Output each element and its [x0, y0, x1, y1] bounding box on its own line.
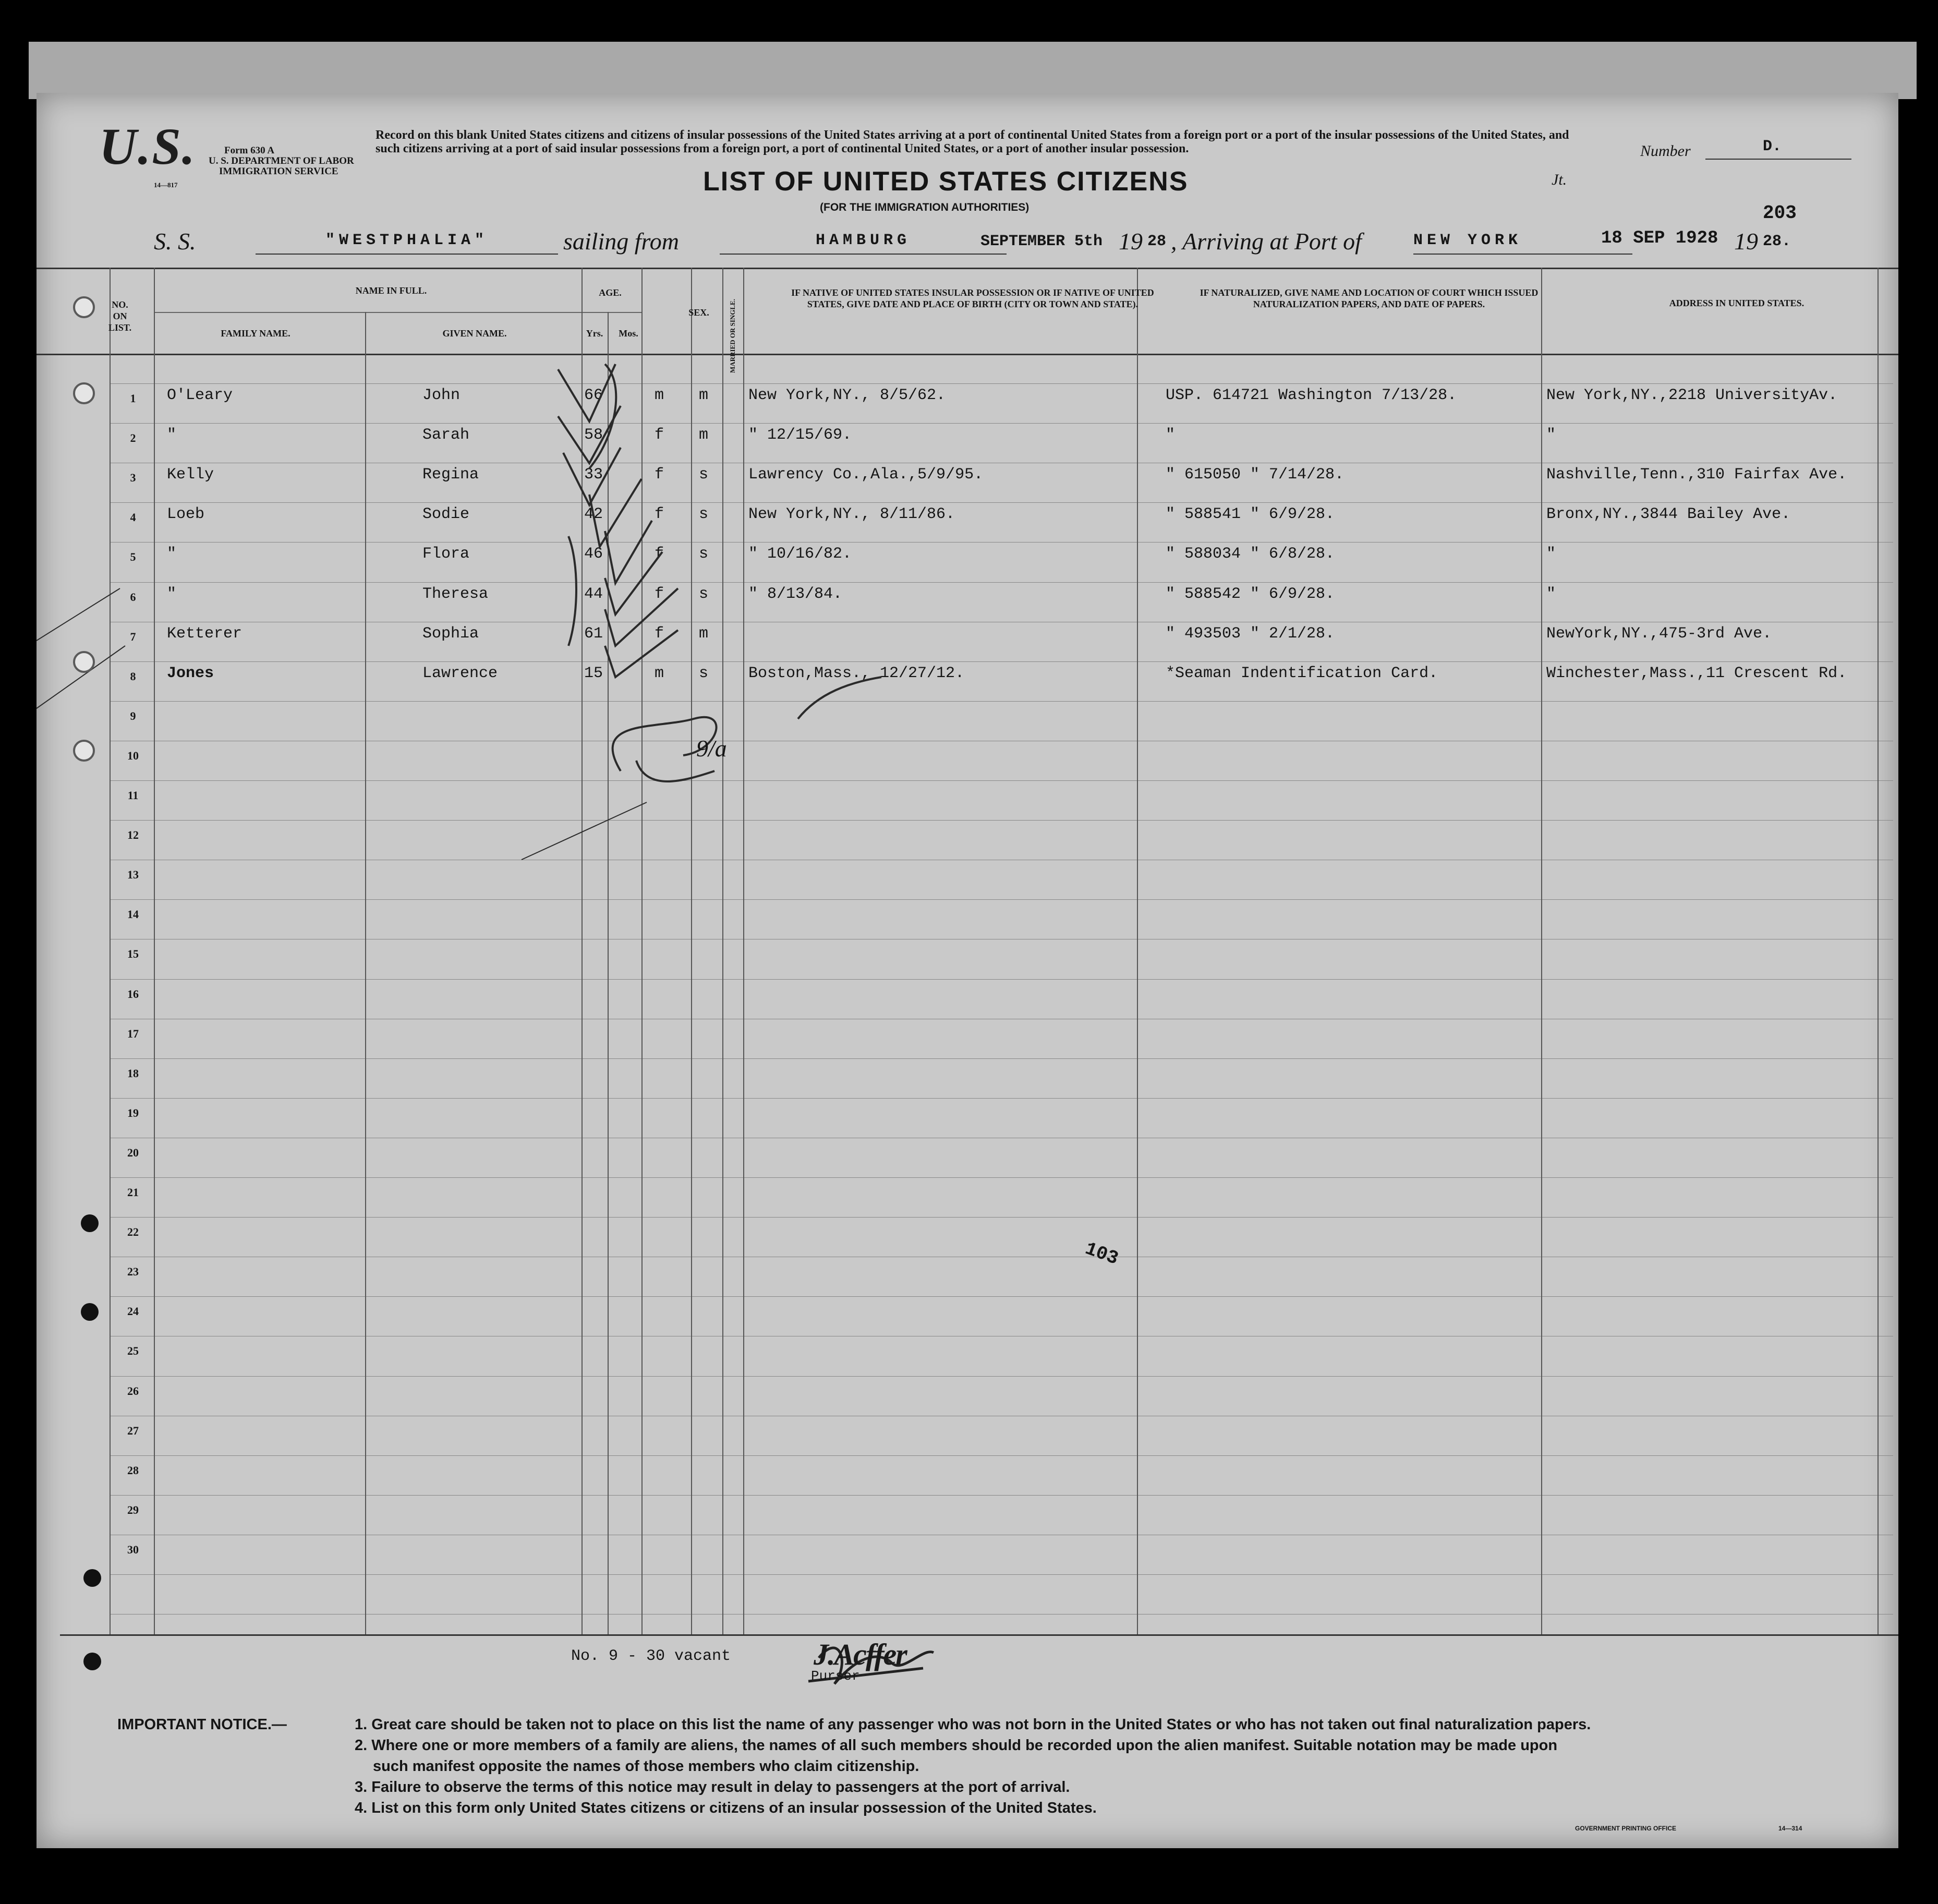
header-address: ADDRESS IN UNITED STATES.: [1669, 298, 1804, 308]
service-label: IMMIGRATION SERVICE: [219, 166, 338, 177]
header-family-name: FAMILY NAME.: [221, 328, 290, 339]
handwritten-stamp: U.S.: [99, 117, 196, 175]
given-name-cell: Sophia: [422, 624, 479, 643]
birth-cell: " 12/15/69.: [748, 426, 852, 444]
marital-status-cell: m: [699, 426, 709, 444]
row-number: 20: [127, 1146, 139, 1159]
header-no-on-list: NO. ON LIST.: [108, 299, 132, 333]
row-number: 25: [127, 1344, 139, 1358]
family-name-cell: Ketterer: [167, 624, 243, 643]
sex-cell: m: [655, 387, 664, 404]
header-naturalized: IF NATURALIZED, GIVE NAME AND LOCATION OF COURT WHICH ISSUED NATURALIZATION PAPERS, AND DATE OF PAPERS.: [1200, 287, 1539, 309]
age-cell: 58: [584, 426, 603, 444]
sailing-from: HAMBURG: [720, 232, 1007, 255]
punch-hole: [73, 740, 95, 762]
address-cell: Nashville,Tenn.,310 Fairfax Ave.: [1546, 466, 1847, 484]
sailing-label: sailing from: [563, 228, 679, 255]
row-number: 21: [127, 1186, 139, 1199]
sailing-year-prefix: 19: [1119, 228, 1143, 255]
purser-signature: J.Acffer: [814, 1637, 906, 1671]
sheet-top-edge: [29, 42, 1917, 99]
marital-status-cell: m: [699, 624, 709, 643]
notice-item: 2. Where one or more members of a family are aliens, the names of all such members should be recorded upon the alien manifest. Suitable notation may be made upon: [355, 1737, 1558, 1754]
row-number: 17: [127, 1027, 139, 1040]
family-name-cell: Loeb: [167, 505, 205, 524]
page-title: LIST OF UNITED STATES CITIZENS: [703, 166, 1189, 197]
arrival-year-prefix: 19: [1734, 228, 1758, 255]
row-number: 14: [127, 908, 139, 921]
header-yrs: Yrs.: [586, 328, 603, 339]
naturalization-cell: USP. 614721 Washington 7/13/28.: [1166, 387, 1457, 404]
row-number: 19: [127, 1106, 139, 1119]
naturalization-cell: " 588542 " 6/9/28.: [1166, 585, 1335, 603]
notice-item: 1. Great care should be taken not to place on this list the name of any passenger who was not born in the United States or who has not taken out final naturalization papers.: [355, 1716, 1591, 1733]
age-cell: 15: [584, 664, 603, 682]
notice-title: IMPORTANT NOTICE.—: [117, 1716, 287, 1733]
printer-label: GOVERNMENT PRINTING OFFICE: [1575, 1825, 1677, 1832]
row-number: 15: [127, 947, 139, 961]
sex-cell: f: [655, 466, 664, 484]
given-name-cell: Sodie: [422, 505, 470, 524]
age-cell: 33: [584, 466, 603, 484]
punch-hole: [73, 651, 95, 673]
row-number: 2: [130, 431, 136, 445]
purser-label: Purser: [811, 1668, 860, 1684]
printer-code: 14—314: [1778, 1825, 1802, 1832]
vacant-note: No. 9 - 30 vacant: [571, 1647, 731, 1665]
instruction-text: Record on this blank United States citizens and citizens of insular possessions of the United States arriving at a port of continental United States from a foreign port or a port of the insular possessions of the United States, and such citizens arriving at a port of said insular possessions from a foreign port, a port of continental United States, or a port of another insular possession.: [376, 128, 1569, 155]
number-field: D.: [1705, 138, 1851, 160]
age-cell: 44: [584, 585, 603, 603]
address-cell: ": [1546, 545, 1556, 563]
marital-status-cell: s: [699, 505, 709, 524]
header-age: AGE.: [599, 287, 622, 298]
row-number: 7: [130, 630, 136, 643]
age-cell: 61: [584, 624, 603, 643]
sex-cell: f: [655, 624, 664, 643]
sex-cell: f: [655, 505, 664, 524]
punch-hole: [81, 1214, 99, 1232]
row-number: 29: [127, 1503, 139, 1516]
family-name-cell: Jones: [167, 664, 214, 682]
family-name-cell: Kelly: [167, 466, 214, 484]
print-code: 14—817: [154, 181, 178, 189]
naturalization-cell: " 588541 " 6/9/28.: [1166, 505, 1335, 524]
sailing-year: 28: [1147, 233, 1167, 250]
punch-hole: [83, 1653, 101, 1670]
sex-cell: f: [655, 545, 664, 563]
row-number: 9: [130, 709, 136, 722]
row-number: 22: [127, 1225, 139, 1239]
birth-cell: New York,NY., 8/11/86.: [748, 505, 955, 524]
age-cell: 66: [584, 387, 603, 404]
family-name-cell: O'Leary: [167, 387, 233, 404]
given-name-cell: John: [422, 387, 461, 404]
marital-status-cell: s: [699, 664, 709, 682]
marital-status-cell: s: [699, 585, 709, 603]
marital-status-cell: s: [699, 545, 709, 563]
given-name-cell: Flora: [422, 545, 470, 563]
birth-cell: Lawrency Co.,Ala.,5/9/95.: [748, 466, 984, 484]
sailing-date: SEPTEMBER 5th: [980, 233, 1103, 250]
age-cell: 46: [584, 545, 603, 563]
ss-label: S. S.: [154, 228, 196, 255]
row-number: 13: [127, 868, 139, 882]
naturalization-cell: ": [1166, 426, 1176, 444]
given-name-cell: Sarah: [422, 426, 470, 444]
family-name-cell: ": [167, 426, 177, 444]
family-name-cell: ": [167, 545, 177, 563]
row-number: 28: [127, 1463, 139, 1477]
marital-status-cell: m: [699, 387, 709, 404]
birth-cell: Boston,Mass., 12/27/12.: [748, 664, 965, 682]
naturalization-cell: " 615050 " 7/14/28.: [1166, 466, 1345, 484]
address-cell: Bronx,NY.,3844 Bailey Ave.: [1546, 505, 1791, 524]
address-cell: ": [1546, 585, 1556, 603]
row-number: 12: [127, 828, 139, 842]
arrival-port: NEW YORK: [1413, 232, 1632, 255]
address-cell: ": [1546, 426, 1556, 444]
naturalization-cell: " 493503 " 2/1/28.: [1166, 624, 1335, 643]
row-number: 23: [127, 1265, 139, 1279]
header-name-in-full: NAME IN FULL.: [355, 285, 427, 296]
punch-hole: [73, 382, 95, 404]
handwritten-marks: [37, 93, 1898, 1848]
birth-cell: " 10/16/82.: [748, 545, 852, 563]
jt-label: Jt.: [1552, 171, 1567, 188]
arrival-date-stamp: 18 SEP 1928: [1601, 228, 1718, 248]
given-name-cell: Theresa: [422, 585, 489, 603]
sex-cell: f: [655, 426, 664, 444]
punch-hole: [81, 1303, 99, 1321]
marital-status-cell: s: [699, 466, 709, 484]
row-number: 6: [130, 590, 136, 604]
arriving-label: , Arriving at Port of: [1171, 228, 1362, 255]
header-mos: Mos.: [619, 328, 638, 339]
notice-item: such manifest opposite the names of those members who claim citizenship.: [373, 1758, 919, 1775]
notice-item: 4. List on this form only United States citizens or citizens of an insular possession of the United States.: [355, 1800, 1097, 1816]
ship-name: "WESTPHALIA": [256, 232, 558, 255]
punch-hole: [83, 1569, 101, 1587]
address-cell: NewYork,NY.,475-3rd Ave.: [1546, 624, 1772, 643]
given-name-cell: Lawrence: [422, 664, 498, 682]
page-subtitle: (FOR THE IMMIGRATION AUTHORITIES): [820, 201, 1029, 213]
family-name-cell: ": [167, 585, 177, 603]
header-birth: IF NATIVE OF UNITED STATES INSULAR POSSESSION OR IF NATIVE OF UNITED STATES, GIVE DATE AND PLACE OF BIRTH (CITY OR TOWN AND STATE).: [791, 287, 1154, 309]
address-cell: New York,NY.,2218 UniversityAv.: [1546, 387, 1838, 404]
naturalization-cell: " 588034 " 6/8/28.: [1166, 545, 1335, 563]
manifest-sheet: [37, 93, 1898, 1848]
handwritten-row-note: 9/a: [696, 735, 727, 762]
form-number: Form 630 A: [224, 145, 275, 156]
punch-hole: [73, 296, 95, 318]
notice-item: 3. Failure to observe the terms of this notice may result in delay to passengers at the port of arrival.: [355, 1779, 1070, 1795]
row-number: 8: [130, 669, 136, 683]
number-label: Number: [1640, 142, 1691, 160]
row-number: 16: [127, 987, 139, 1001]
naturalization-cell: *Seaman Indentification Card.: [1166, 664, 1438, 682]
header-given-name: GIVEN NAME.: [442, 328, 507, 339]
row-number: 4: [130, 511, 136, 524]
department-label: U. S. DEPARTMENT OF LABOR: [209, 155, 354, 166]
age-cell: 42: [584, 505, 603, 524]
row-number: 18: [127, 1066, 139, 1080]
arrival-year: 28.: [1763, 233, 1791, 250]
header-married-or-single: MARRIED OR SINGLE.: [729, 299, 736, 373]
row-number: 5: [130, 550, 136, 564]
row-number: 3: [130, 471, 136, 485]
sex-cell: f: [655, 585, 664, 603]
sheet-number: 203: [1763, 202, 1797, 224]
row-number: 26: [127, 1384, 139, 1397]
given-name-cell: Regina: [422, 466, 479, 484]
row-number: 24: [127, 1305, 139, 1318]
sex-cell: m: [655, 664, 664, 682]
header-sex: SEX.: [688, 307, 709, 318]
address-cell: Winchester,Mass.,11 Crescent Rd.: [1546, 664, 1847, 682]
row-number: 10: [127, 749, 139, 762]
birth-cell: New York,NY., 8/5/62.: [748, 387, 946, 404]
center-stamp: 103: [1082, 1238, 1121, 1270]
birth-cell: " 8/13/84.: [748, 585, 843, 603]
row-number: 11: [127, 789, 139, 802]
notice-list: [355, 1714, 1893, 1818]
row-number: 1: [130, 392, 136, 405]
row-number: 30: [127, 1543, 139, 1556]
row-number: 27: [127, 1424, 139, 1437]
